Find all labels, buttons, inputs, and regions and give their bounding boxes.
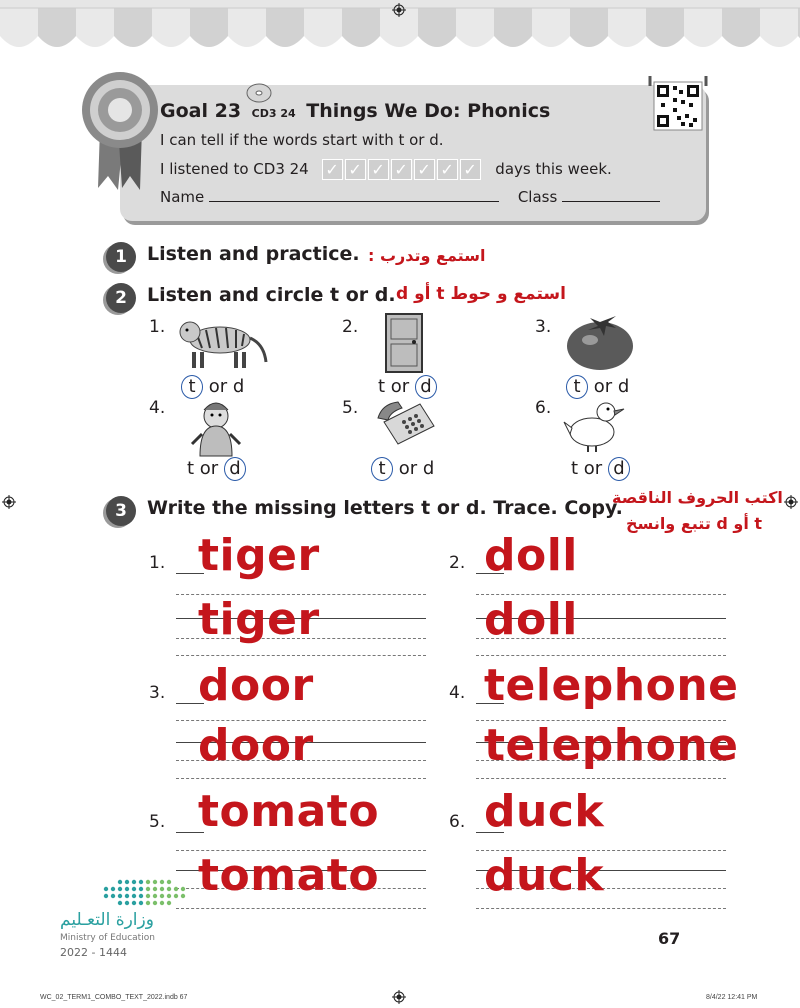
write-item-number: 6. — [449, 812, 466, 832]
logo-dot — [167, 894, 171, 898]
logo-dot — [160, 901, 164, 905]
awning-scallop — [646, 8, 684, 47]
awning-scallop — [76, 8, 114, 47]
option-d[interactable]: d — [224, 457, 246, 481]
logo-dot — [132, 887, 136, 891]
logo-dot — [146, 894, 150, 898]
circle-item-number: 6. — [535, 398, 552, 418]
option-t[interactable]: t — [571, 458, 579, 479]
option-d[interactable]: d — [617, 376, 630, 397]
option-t[interactable]: t — [187, 458, 195, 479]
awning-scallop — [608, 8, 646, 47]
circle-options — [566, 375, 629, 399]
handwriting-line — [176, 908, 426, 909]
logo-dot — [125, 901, 129, 905]
goal-statement: I can tell if the words start with t or d. — [160, 131, 444, 149]
or-word: or — [203, 376, 233, 397]
awning-scallop — [418, 8, 456, 47]
logo-dot — [132, 894, 136, 898]
awning-scallop — [532, 8, 570, 47]
copied-word[interactable]: telephone — [484, 720, 739, 771]
goal-heading: Things We Do: Phonics — [306, 100, 551, 122]
listening-log-label: I listened to CD3 24 — [160, 160, 309, 178]
ribbon-badge-icon — [78, 68, 162, 194]
logo-dot — [167, 880, 171, 884]
copied-word[interactable]: tiger — [198, 594, 320, 645]
awning-scallop — [228, 8, 266, 47]
section-3-arabic-line2: t أو d تتبع وانسخ — [626, 514, 763, 533]
listening-log — [160, 159, 612, 180]
section-3-instruction: Write the missing letters t or d. Trace. Copy. — [147, 497, 623, 519]
cd-track-label: CD3 24 — [251, 107, 296, 120]
print-timestamp: 8/4/22 12:41 PM — [706, 994, 758, 1001]
awning-scallop — [760, 8, 798, 47]
awning-scallop — [266, 8, 304, 47]
or-word: or — [393, 458, 423, 479]
registration-mark-right — [784, 494, 798, 508]
write-item-number: 1. — [149, 553, 166, 573]
handwriting-line — [476, 778, 726, 779]
logo-dot — [132, 901, 136, 905]
or-word: or — [385, 376, 415, 397]
logo-dot — [160, 887, 164, 891]
write-item-number: 5. — [149, 812, 166, 832]
circle-options — [187, 457, 246, 481]
traced-word[interactable]: doll — [484, 530, 578, 581]
section-1-instruction: Listen and practice. — [147, 243, 360, 265]
class-label: Class — [517, 188, 558, 206]
name-label: Name — [160, 188, 205, 206]
days-label: days this week. — [495, 160, 612, 178]
awning-scallop — [456, 8, 494, 47]
day-checkbox[interactable]: ✓ — [437, 159, 458, 180]
awning-scallop — [152, 8, 190, 47]
logo-dot — [153, 880, 157, 884]
section-2-instruction: Listen and circle t or d. — [147, 284, 396, 306]
or-word: or — [578, 458, 608, 479]
or-word: or — [194, 458, 224, 479]
option-d[interactable]: d — [422, 458, 435, 479]
class-field[interactable] — [562, 187, 660, 202]
section-1-number: 1 — [106, 242, 136, 272]
logo-dot — [153, 894, 157, 898]
copied-word[interactable]: tomato — [198, 850, 380, 901]
logo-dot — [139, 894, 143, 898]
logo-dot — [125, 894, 129, 898]
copied-word[interactable]: doll — [484, 594, 578, 645]
handwriting-line — [476, 908, 726, 909]
handwriting-line — [176, 778, 426, 779]
doll-picture — [188, 400, 244, 462]
goal-title — [160, 100, 550, 122]
ministry-arabic-name: وزارة التعـليم — [60, 910, 154, 930]
logo-dot — [181, 887, 185, 891]
circle-item-number: 2. — [342, 317, 359, 337]
logo-dot — [139, 901, 143, 905]
logo-dot — [167, 901, 171, 905]
traced-word[interactable]: duck — [484, 786, 605, 837]
logo-dot — [118, 901, 122, 905]
awning-scallop — [0, 8, 38, 47]
tiger-picture — [176, 312, 268, 374]
ministry-english-name: Ministry of Education — [60, 933, 155, 943]
option-t[interactable]: t — [371, 457, 393, 481]
page-number: 67 — [658, 929, 681, 948]
logo-dot — [118, 894, 122, 898]
section-2-number: 2 — [106, 283, 136, 313]
circle-options — [371, 457, 434, 481]
logo-dot — [125, 880, 129, 884]
copied-word[interactable]: duck — [484, 850, 605, 901]
awning-scallop — [114, 8, 152, 47]
write-item-number: 4. — [449, 683, 466, 703]
logo-dot — [111, 894, 115, 898]
day-checkbox[interactable]: ✓ — [391, 159, 412, 180]
circle-options — [571, 457, 630, 481]
logo-dot — [146, 901, 150, 905]
logo-dot — [160, 880, 164, 884]
name-class-row — [160, 187, 660, 206]
logo-dot — [181, 894, 185, 898]
logo-dot — [125, 887, 129, 891]
option-d[interactable]: d — [232, 376, 245, 397]
circle-item-number: 5. — [342, 398, 359, 418]
option-d[interactable]: d — [608, 457, 630, 481]
section-1-arabic: استمع وتدرب : — [368, 246, 486, 265]
handwriting-line — [476, 655, 726, 656]
awning-scallop — [722, 8, 760, 47]
awning-scallop — [190, 8, 228, 47]
or-word: or — [588, 376, 618, 397]
write-item-number: 3. — [149, 683, 166, 703]
registration-mark-top — [392, 2, 406, 16]
logo-dot — [174, 887, 178, 891]
cd-icon — [246, 82, 272, 104]
logo-dot — [104, 887, 108, 891]
traced-word[interactable]: tomato — [198, 786, 380, 837]
duck-picture — [562, 398, 626, 458]
telephone-picture — [374, 398, 438, 452]
circle-options — [181, 375, 244, 399]
awning-scallop — [38, 8, 76, 47]
door-picture — [384, 312, 424, 378]
name-field[interactable] — [209, 187, 499, 202]
logo-dot — [146, 880, 150, 884]
circle-item-number: 4. — [149, 398, 166, 418]
traced-word[interactable]: door — [198, 660, 314, 711]
logo-dot — [104, 894, 108, 898]
logo-dot — [118, 887, 122, 891]
logo-dot — [167, 887, 171, 891]
logo-dot — [139, 887, 143, 891]
traced-word[interactable]: telephone — [484, 660, 739, 711]
logo-dot — [153, 901, 157, 905]
day-checkbox[interactable]: ✓ — [368, 159, 389, 180]
logo-dot — [153, 887, 157, 891]
option-t[interactable]: t — [566, 375, 588, 399]
day-checkbox[interactable]: ✓ — [345, 159, 366, 180]
copied-word[interactable]: door — [198, 720, 314, 771]
section-3-number: 3 — [106, 496, 136, 526]
academic-year: 2022 - 1444 — [60, 946, 127, 959]
logo-dot — [118, 880, 122, 884]
qr-code[interactable] — [646, 72, 710, 136]
awning-scallop — [494, 8, 532, 47]
tomato-picture — [564, 312, 636, 376]
logo-dot — [160, 894, 164, 898]
section-2-arabic: استمع و حوط t أو d — [396, 284, 566, 304]
handwriting-line — [176, 655, 426, 656]
circle-item-number: 3. — [535, 317, 552, 337]
logo-dot — [132, 880, 136, 884]
logo-dot — [174, 894, 178, 898]
logo-dot — [139, 880, 143, 884]
ministry-logo-icon — [100, 876, 190, 910]
file-name: WC_02_TERM1_COMBO_TEXT_2022.indb 67 — [40, 994, 188, 1001]
awning-scallop — [342, 8, 380, 47]
option-t[interactable]: t — [378, 376, 386, 397]
day-checkbox[interactable]: ✓ — [322, 159, 343, 180]
awning-scallop — [304, 8, 342, 47]
logo-dot — [146, 887, 150, 891]
section-3-arabic-line1: اكتب الحروف الناقصة — [612, 488, 783, 507]
awning-scallop — [684, 8, 722, 47]
registration-mark-bottom — [392, 989, 406, 1003]
registration-mark-left — [2, 494, 16, 508]
option-d[interactable]: d — [415, 375, 437, 399]
option-t[interactable]: t — [181, 375, 203, 399]
logo-dot — [111, 887, 115, 891]
day-checkbox[interactable]: ✓ — [414, 159, 435, 180]
circle-options — [378, 375, 437, 399]
awning-scallop — [570, 8, 608, 47]
traced-word[interactable]: tiger — [198, 530, 320, 581]
goal-number: Goal 23 — [160, 100, 242, 122]
day-checkbox[interactable]: ✓ — [460, 159, 481, 180]
write-item-number: 2. — [449, 553, 466, 573]
day-checkboxes[interactable] — [322, 159, 483, 180]
circle-item-number: 1. — [149, 317, 166, 337]
